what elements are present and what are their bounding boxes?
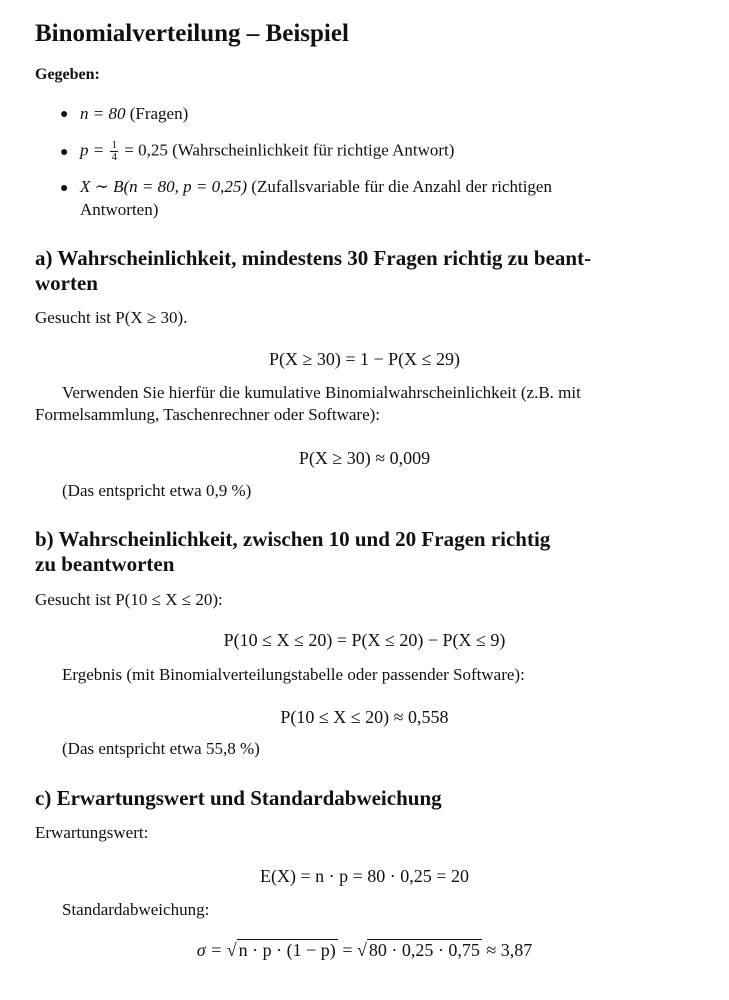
- section-c-sd-formula: [0, 940, 729, 961]
- section-b-formula: P(10 ≤ X ≤ 20) = P(X ≤ 20) − P(X ≤ 9): [223, 630, 506, 650]
- bullet-icon: ●: [60, 181, 69, 196]
- given-item-text: (Fragen): [125, 104, 189, 123]
- sqrt-radicand: 80 · 0,25 · 0,75: [368, 940, 480, 960]
- given-item-math: X ∼ B(n = 80, p = 0,25): [80, 177, 248, 196]
- section-a-formula: P(X ≥ 30) = 1 − P(X ≤ 29): [268, 349, 461, 369]
- section-c-ev-formula: E(X) = n · p = 80 · 0,25 = 20: [260, 866, 469, 886]
- fraction-numerator: 1: [111, 139, 117, 151]
- sqrt-expression: √ 80 · 0,25 · 0,75: [356, 940, 480, 960]
- given-item-text: (Wahrscheinlichkeit für richtige Antwort): [167, 140, 455, 160]
- given-item-x: [80, 177, 552, 197]
- given-item-math: p =: [80, 140, 109, 160]
- sd-equals: =: [337, 940, 357, 960]
- section-a-result: P(X ≥ 30) ≈ 0,009: [298, 448, 431, 468]
- section-c-heading: c) Erwartungswert und Standardabweichung: [35, 786, 442, 810]
- given-item-x-continuation: Antworten): [80, 200, 159, 219]
- given-item-math: n = 80: [80, 104, 126, 123]
- section-b-heading: b) Wahrscheinlichkeit, zwischen 10 und 20 Fragen richtig: [35, 527, 551, 551]
- section-b-method: Ergebnis (mit Binomialverteilungstabelle oder passender Software):: [62, 665, 525, 684]
- sd-result: ≈ 3,87: [481, 940, 533, 960]
- fraction: [110, 140, 118, 163]
- sqrt-radicand: n · p · (1 − p): [238, 940, 336, 960]
- sqrt-expression: √ n · p · (1 − p): [226, 940, 336, 960]
- section-a-heading: a) Wahrscheinlichkeit, mindestens 30 Fragen richtig zu beant-: [35, 246, 592, 270]
- section-a-method: Verwenden Sie hierfür die kumulative Binomialwahrscheinlichkeit (z.B. mit: [62, 383, 581, 402]
- section-b-sought: Gesucht ist P(10 ≤ X ≤ 20):: [35, 590, 223, 609]
- fraction-denominator: 4: [111, 151, 117, 163]
- given-item-text: (Zufallsvariable für die Anzahl der richtigen: [247, 177, 552, 196]
- page-title: Binomialverteilung – Beispiel: [35, 20, 349, 47]
- section-b-heading-cont: zu beantworten: [35, 552, 175, 576]
- section-a-sought: Gesucht ist P(X ≥ 30).: [35, 308, 188, 327]
- bullet-icon: ●: [60, 145, 69, 160]
- sd-lhs: σ =: [196, 940, 227, 960]
- bullet-icon: ●: [60, 107, 69, 122]
- given-item-math: = 0,25: [119, 140, 168, 160]
- given-heading: Gegeben:: [35, 66, 100, 83]
- section-c-ev-label: Erwartungswert:: [35, 823, 149, 842]
- section-a-heading-cont: worten: [35, 271, 98, 295]
- section-b-result: P(10 ≤ X ≤ 20) ≈ 0,558: [280, 707, 449, 727]
- given-item-n: [80, 104, 188, 124]
- section-a-note: (Das entspricht etwa 0,9 %): [62, 481, 252, 500]
- section-b-note: (Das entspricht etwa 55,8 %): [62, 739, 260, 758]
- section-c-sd-label: Standardabweichung:: [62, 900, 210, 919]
- section-a-method-cont: Formelsammlung, Taschenrechner oder Software):: [35, 405, 380, 424]
- given-item-p: [80, 140, 454, 163]
